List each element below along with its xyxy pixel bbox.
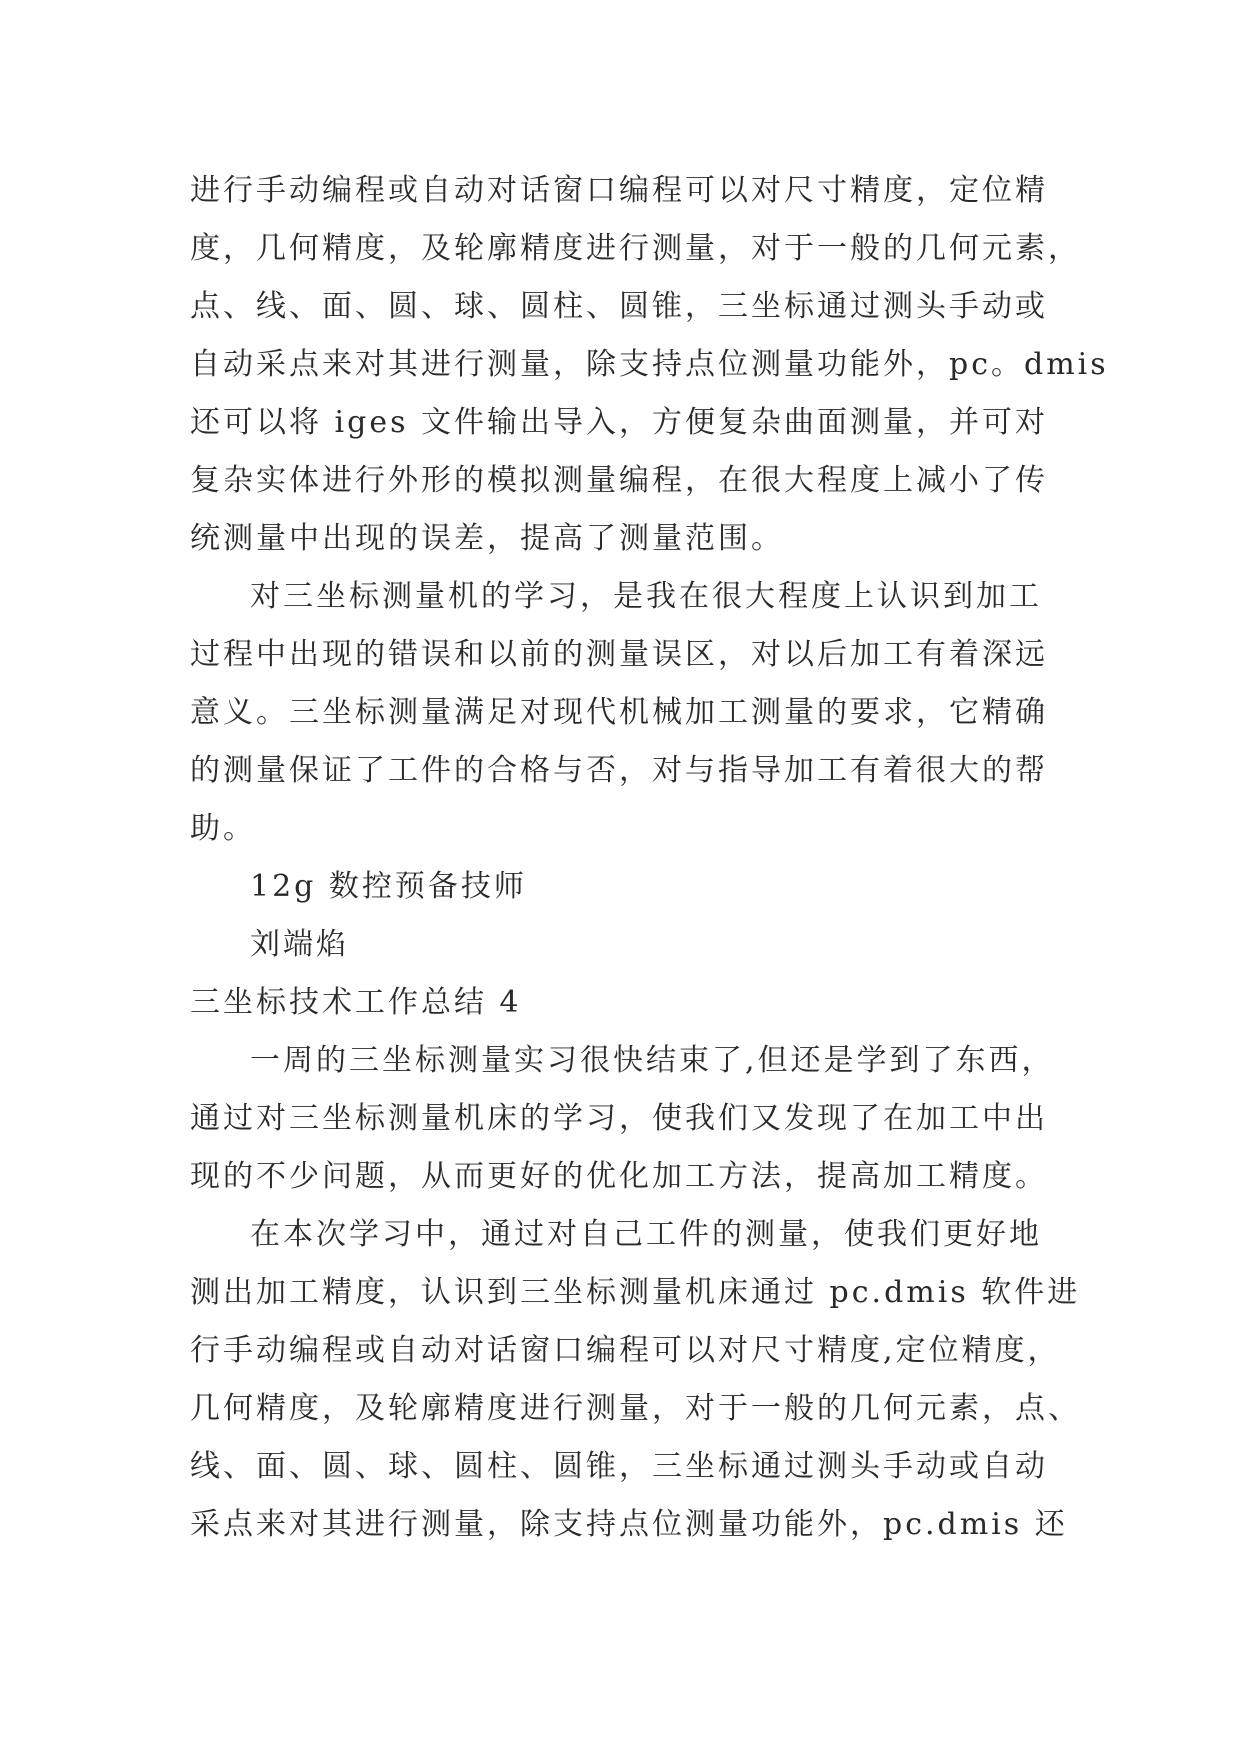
text-line: 过程中出现的错误和以前的测量误区，对以后加工有着深远	[190, 637, 1048, 672]
paragraph-study-details	[190, 1206, 1081, 1554]
text-line: 通过对三坐标测量机床的学习，使我们又发现了在加工中出	[190, 1101, 1048, 1136]
text-line: 自动采点来对其进行测量，除支持点位测量功能外，pc。dmis	[190, 347, 1109, 382]
text-line: 一周的三坐标测量实习很快结束了,但还是学到了东西，	[250, 1043, 1055, 1078]
text-line: 几何精度，及轮廓精度进行测量，对于一般的几何元素，点、	[190, 1391, 1081, 1426]
text-line: 复杂实体进行外形的模拟测量编程，在很大程度上减小了传	[190, 463, 1048, 498]
text-line: 意义。三坐标测量满足对现代机械加工测量的要求，它精确	[190, 695, 1048, 730]
text-line: 的测量保证了工件的合格与否，对与指导加工有着很大的帮	[190, 753, 1048, 788]
text-line: 统测量中出现的误差，提高了测量范围。	[190, 521, 784, 556]
text-line: 线、面、圆、球、圆柱、圆锥，三坐标通过测头手动或自动	[190, 1449, 1048, 1484]
document-body	[190, 162, 1109, 1554]
paragraph-measurement-methods	[190, 162, 1109, 568]
text-line: 度，几何精度，及轮廓精度进行测量，对于一般的几何元素，	[190, 231, 1081, 266]
text-line: 采点来对其进行测量，除支持点位测量功能外，pc.dmis 还	[190, 1507, 1068, 1542]
paragraph-internship-summary	[190, 1032, 1055, 1206]
text-line: 还可以将 iges 文件输出导入，方便复杂曲面测量，并可对	[190, 405, 1049, 440]
text-line: 对三坐标测量机的学习，是我在很大程度上认识到加工	[250, 579, 1042, 614]
text-line: 在本次学习中，通过对自己工件的测量，使我们更好地	[250, 1217, 1042, 1252]
section-heading: 三坐标技术工作总结 4	[190, 985, 522, 1020]
signature-name: 刘端焰	[250, 927, 349, 962]
paragraph-learning-reflection	[190, 568, 1050, 858]
text-line: 助。	[190, 811, 256, 846]
signature-class: 12g 数控预备技师	[250, 869, 527, 904]
text-line: 点、线、面、圆、球、圆柱、圆锥，三坐标通过测头手动或	[190, 289, 1048, 324]
text-line: 行手动编程或自动对话窗口编程可以对尺寸精度,定位精度，	[190, 1333, 1061, 1368]
text-line: 现的不少问题，从而更好的优化加工方法，提高加工精度。	[190, 1159, 1048, 1194]
text-line: 测出加工精度，认识到三坐标测量机床通过 pc.dmis 软件进	[190, 1275, 1081, 1310]
text-line: 进行手动编程或自动对话窗口编程可以对尺寸精度，定位精	[190, 173, 1048, 208]
